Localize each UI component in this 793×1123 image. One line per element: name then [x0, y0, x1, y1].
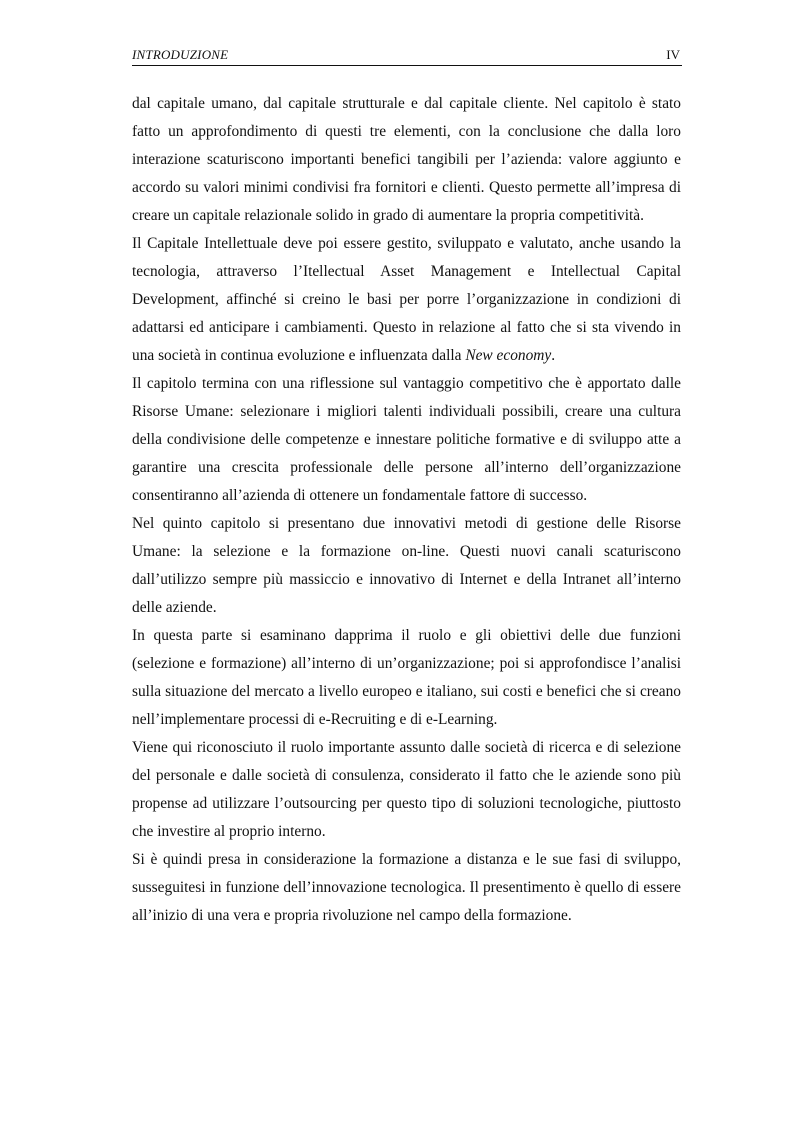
- paragraph: Nel quinto capitolo si presentano due innovativi metodi di gestione delle Risorse Umane: la selezione e la formazione on-line. Questi nuovi canali scaturiscono dall’utilizzo sempre più massiccio e innovativo di Internet e della Intranet all’interno delle aziende.: [132, 515, 681, 616]
- body-text: [132, 90, 681, 930]
- paragraph: Il capitolo termina con una riflessione sul vantaggio competitivo che è apportato dalle Risorse Umane: selezionare i migliori talenti individuali possibili, creare una cultura della condivisione delle competenze e innestare politiche formative e di sviluppo atte a garantire una crescita professionale delle persone all’interno dell’organizzazione consentiranno all’azienda di ottenere un fondamentale fattore di successo.: [132, 375, 681, 504]
- paragraph: [132, 230, 681, 370]
- header-rule: [132, 65, 682, 66]
- paragraph: Si è quindi presa in considerazione la formazione a distanza e le sue fasi di sviluppo, susseguitesi in funzione dell’innovazione tecnologica. Il presentimento è quello di essere all’inizio di una vera e propria rivoluzione nel campo della formazione.: [132, 851, 681, 924]
- page-number: IV: [666, 47, 680, 62]
- paragraph: In questa parte si esaminano dapprima il ruolo e gli obiettivi delle due funzioni (selezione e formazione) all’interno di un’organizzazione; poi si approfondisce l’analisi sulla situazione del mercato a livello europeo e italiano, sui costi e benefici che si creano nell’implementare processi di e-Recruiting e di e-Learning.: [132, 627, 681, 728]
- paragraph-text: Il Capitale Intellettuale deve poi essere gestito, sviluppato e valutato, anche usando la tecnologia, attraverso l’Itellectual Asset Management e Intellectual Capital Development, affinché si creino le basi per porre l’organizzazione in condizioni di adattarsi ed anticipare i cambiamenti. Questo in relazione al fatto che si sta vivendo in una società in continua evoluzione e influenzata dalla: [132, 235, 681, 364]
- paragraph-text: .: [551, 347, 556, 364]
- paragraph: Viene qui riconosciuto il ruolo importante assunto dalle società di ricerca e di selezione del personale e dalle società di consulenza, considerato il fatto che le aziende sono più propense ad utilizzare l’outsourcing per questo tipo di soluzioni tecnologiche, piuttosto che investire al proprio interno.: [132, 739, 681, 840]
- running-header: [132, 47, 682, 63]
- paragraph: dal capitale umano, dal capitale strutturale e dal capitale cliente. Nel capitolo è stato fatto un approfondimento di questi tre elementi, con la conclusione che dalla loro interazione scaturiscono importanti benefici tangibili per l’azienda: valore aggiunto e accordo su valori minimi condivisi fra fornitori e clienti. Questo permette all’impresa di creare un capitale relazionale solido in grado di aumentare la propria competitività.: [132, 95, 681, 224]
- chapter-title: INTRODUZIONE: [132, 47, 229, 62]
- italic-term: New economy: [465, 347, 552, 364]
